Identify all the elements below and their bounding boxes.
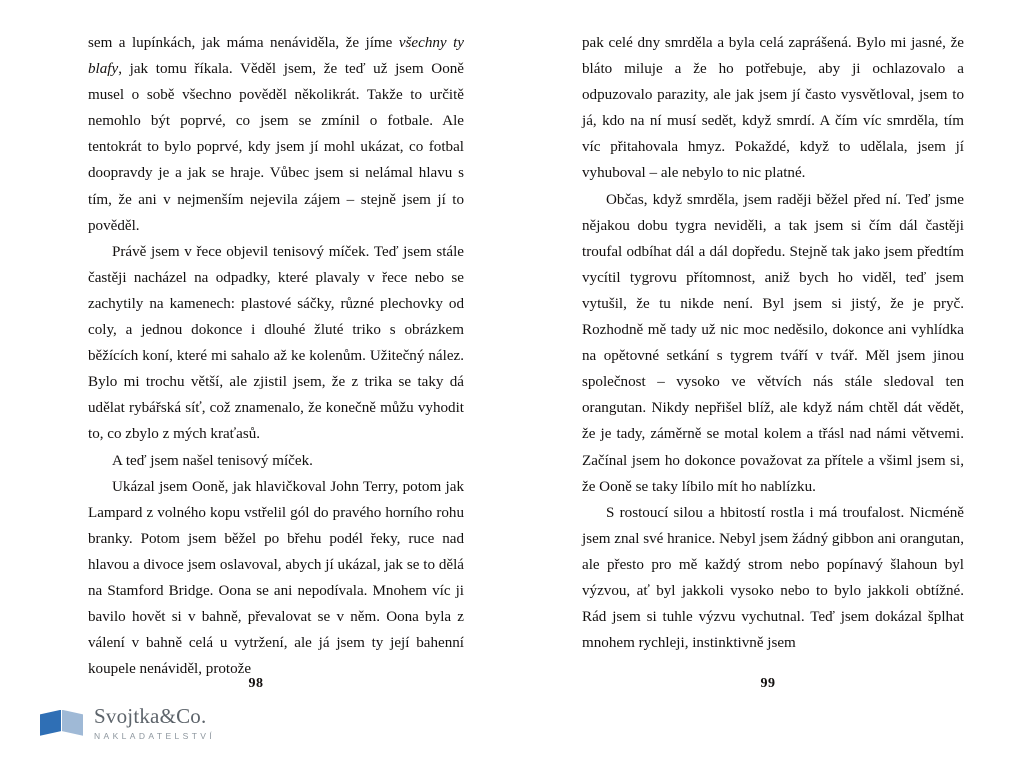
page-left-body xyxy=(88,30,464,682)
paragraph: A teď jsem našel tenisový míček. xyxy=(112,452,313,469)
publisher-name: Svojtka&Co. xyxy=(94,703,207,728)
paragraph: S rostoucí silou a hbitostí rostla i má troufalost. Nicméně jsem znal své hranice. Nebyl jsem žádný gibbon ani orangutan, ale přesto pro mě každý strom nebo popínavý šlahoun byl výzvou, ať byl jakkoli vysoko nebo to bylo jakkoli obtížné. Rád jsem si tuhle výzvu vychutnal. Teď jsem dokázal šplhat mnohem rychleji, instinktivně jsem xyxy=(582,504,964,652)
publisher-logo xyxy=(40,703,216,741)
paragraph: Právě jsem v řece objevil tenisový míček. Teď jsem stále častěji nacházel na odpadky, které plavaly v řece nebo se zachytily na kamenech: plastové sáčky, různé plechovky od coly, a jednou dokonce i dlouhé žluté triko s obrázkem běžících koní, které mi sahalo až ke kolenům. Užitečný nález. Bylo mi trochu větší, ale zjistil jsem, že z trika se taky dá udělat rybářská síť, což znamenalo, že konečně můžu vyhodit to, co zbylo z mých kraťasů. xyxy=(88,243,464,443)
publisher-logo-text xyxy=(94,703,216,741)
paragraph: Občas, když smrděla, jsem raději běžel před ní. Teď jsme nějakou dobu tygra neviděli, a tak jsem si čím dál častěji troufal odbíhat dál a dál dopředu. Stejně tak jako jsem předtím vycítil tygrovu přítomnost, aniž bych ho viděl, teď jsem vytušil, že tu nikde není. Byl jsem si jistý, že je pryč. Rozhodně mě tady už nic moc neděsilo, dokonce ani vyhlídka na opětovné setkání s tygrem tváří v tvář. Měl jsem jinou společnost – vysoko ve větvích nás stále sledoval ten orangutan. Nikdy nepřišel blíž, ale když nám chtěl dát vědět, že je tady, záměrně se motal kolem a třásl nad námi větvemi. Začínal jsem ho dokonce považovat za přítele a všiml jsem si, že Ooně se taky líbilo mít ho nablízku. xyxy=(582,191,964,495)
open-book-icon xyxy=(40,706,84,740)
paragraph: pak celé dny smrděla a byla celá zaprášená. Bylo mi jasné, že bláto miluje a že ho potřebuje, aby ji ochlazovalo a odpuzovalo parazity, ale jak jsem jí často vysvětloval, jsem to já, kdo na ní musí sedět, když smrdí. A čím víc smrděla, tím víc přitahovala hmyz. Pokaždé, když to udělala, jsem jí vyhuboval – ale nebylo to nic platné. xyxy=(582,35,964,182)
emphasis-text: všechny ty blafy xyxy=(88,35,464,78)
page-right-body xyxy=(582,30,964,656)
page-right xyxy=(512,0,1024,768)
page-number-right: 99 xyxy=(760,676,776,691)
publisher-subtitle: NAKLADATELSTVÍ xyxy=(94,730,216,741)
page-number-left: 98 xyxy=(248,676,264,691)
paragraph: Ukázal jsem Ooně, jak hlavičkoval John Terry, potom jak Lampard z volného kopu vstřelil gól do pravého horního rohu branky. Potom jsem běžel po břehu podél řeky, ruce nad hlavou a divoce jsem oslavoval, abych jí ukázal, jak se to dělá na Stamford Bridge. Oona se ani nepodívala. Mnohem víc ji bavilo hovět si v bahně, převalovat se v něm. Oona byla z válení v bahně celá u vytržení, ale já jsem ty její bahenní koupele nenáviděl, protože xyxy=(88,478,464,678)
paragraph: sem a lupínkách, jak máma nenáviděla, že jíme všechny ty blafy, jak tomu říkala. Věděl jsem, že teď už jsem Ooně musel o sobě všechno pověděl několikrát. Takže to určitě nemohlo být poprvé, co jsem se zmínil o fotbale. Ale tentokrát to bylo poprvé, kdy jsem jí mohl ukázat, co fotbal doopravdy je a jak se hraje. Vůbec jsem si nelámal hlavu s tím, že ani v nejmenším nejevila zájem – stejně jsem jí to pověděl. xyxy=(88,35,464,234)
